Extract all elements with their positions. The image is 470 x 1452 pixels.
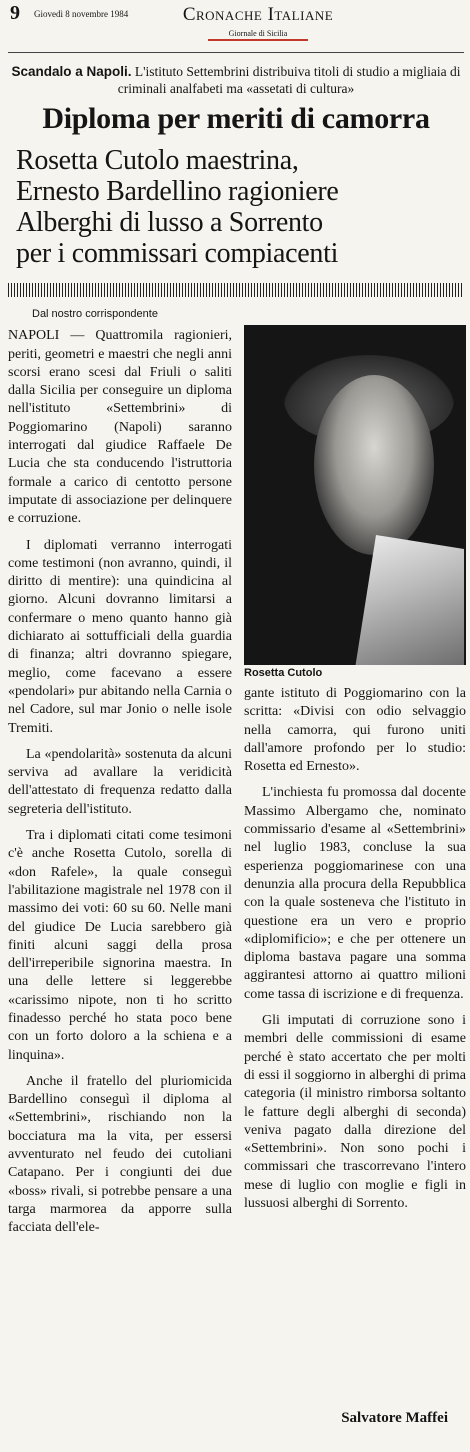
kicker: [8, 63, 464, 97]
paragraph: Anche il fratello del pluriomicida Bardellino conseguì il diploma al «Settembrini», rischiando non la bocciatura ma la vita, per essersi avventurato nel feudo dei cutoliani Catapano. Per i congiunti dei due «boss» rivali, si potrebbe pensare a una targa marmorea da apporre sulla facciata dell'ele-: [8, 1073, 232, 1236]
paragraph: L'inchiesta fu promossa dal docente Massimo Albergamo che, nominato commissario d'esame al «Settembrini» nel luglio 1983, concluse la sua esperienza poggiomarinese con una denunzia alla procura della Repubblica con la quale sosteneva che l'istituto in questione era un vero e proprio «diplomificio»; e che per ottenere un diploma bastava pagare una somma aggirantesi attorno ai quattro milioni come tassa di iscrizione e di frequenza.: [244, 785, 466, 1002]
paragraph: NAPOLI — Quattromila ragionieri, periti, geometri e maestri che negli anni scorsi erano scesi dal Friuli o saliti dalla Sicilia per conseguire un diploma nell'istituto «Settembrini» di Poggiomarino (Napoli) saranno interrogati dal giudice Raffaele De Lucia che sta conducendo l'istruttoria formale a carico di centotto persone imputate di associazione per delinquere e corruzione.: [8, 328, 232, 527]
subhead-line: Alberghi di lusso a Sorrento: [16, 207, 323, 238]
paragraph: La «pendolarità» sostenuta da alcuni serviva ad avallare la veridicità dell'attestato di frequenza redatto dalla segreteria dell'istituto.: [8, 746, 232, 817]
subhead-line: per i commissari compiacenti: [16, 238, 339, 269]
author-signature: Salvatore Maffei: [341, 1410, 448, 1426]
paragraph: I diplomati verranno interrogati come testimoni (non avranno, quindi, il diritto di mentire): una quindicina al giorno. Alcuni dovranno limitarsi a confermare o meno quanto hanno già dichiarato ai sottufficiali della guardia di finanza; altri dovranno spiegare, meglio, come facevano a essere «pendolari» pur abitando nella Carnia o nel Cadore, sul mar Jonio o nelle isole Tremiti.: [8, 537, 232, 736]
right-column: [244, 685, 466, 1221]
subhead-line: Ernesto Bardellino ragioniere: [16, 176, 339, 207]
kicker-text: L'istituto Settembrini distribuiva titoli di studio a migliaia di criminali analfabeti ma «assetati di cultura»: [117, 64, 461, 96]
left-column: [8, 305, 232, 1246]
paragraph: gante istituto di Poggiomarino con la scritta: «Divisi con odio selvaggio nella camorra, qui furono uniti dall'amore profondo per lo studio: Rosetta ed Ernesto».: [244, 686, 466, 775]
section-title: Cronache Italiane: [182, 4, 334, 25]
portrait-photo: [244, 325, 466, 665]
correspondent-line: Dal nostro corrispondente: [32, 308, 158, 320]
paragraph: Gli imputati di corruzione sono i membri delle commissioni di esame perché è stato accertato che per molti di essi il soggiorno in alberghi di prima categoria (il ministro rimborsa soltanto le fatture degli alberghi di seconda) veniva pagato dalla direzione del «Settembrini». Non sono pochi i commissari che trascorrevano l'intero mese di luglio con moglie e figli in lussuosi alberghi di Sorrento.: [244, 1013, 466, 1212]
photo-caption: Rosetta Cutolo: [244, 667, 323, 679]
decorative-rule: [8, 283, 464, 297]
masthead: [8, 0, 464, 53]
subhead-line: Rosetta Cutolo maestrina,: [16, 145, 299, 176]
headline: Diploma per meriti di camorra: [42, 102, 430, 135]
issue-date: Giovedì 8 novembre 1984: [34, 9, 129, 19]
paragraph: Tra i diplomati citati come tesimoni c'è anche Rosetta Cutolo, sorella di «don Rafele», la quale conseguì l'abilitazione magistrale nel 1978 con il massimo dei voti: 60 su 60. Nelle mani del giudice De Lucia sarebbero già finiti alcuni saggi della prosa dell'irreperibile signorina maestra. In una delle lettere si leggerebbe «carissimo nipote, non ti ho scritto finadesso perché ho stata poco bene con un forto doloro a la schiena e a linquina».: [8, 828, 232, 1063]
page-number: 9: [10, 2, 20, 24]
paper-name: Giornale di Sicilia: [208, 29, 308, 41]
kicker-lead: Scandalo a Napoli.: [11, 64, 132, 79]
subheadline: [8, 145, 464, 269]
